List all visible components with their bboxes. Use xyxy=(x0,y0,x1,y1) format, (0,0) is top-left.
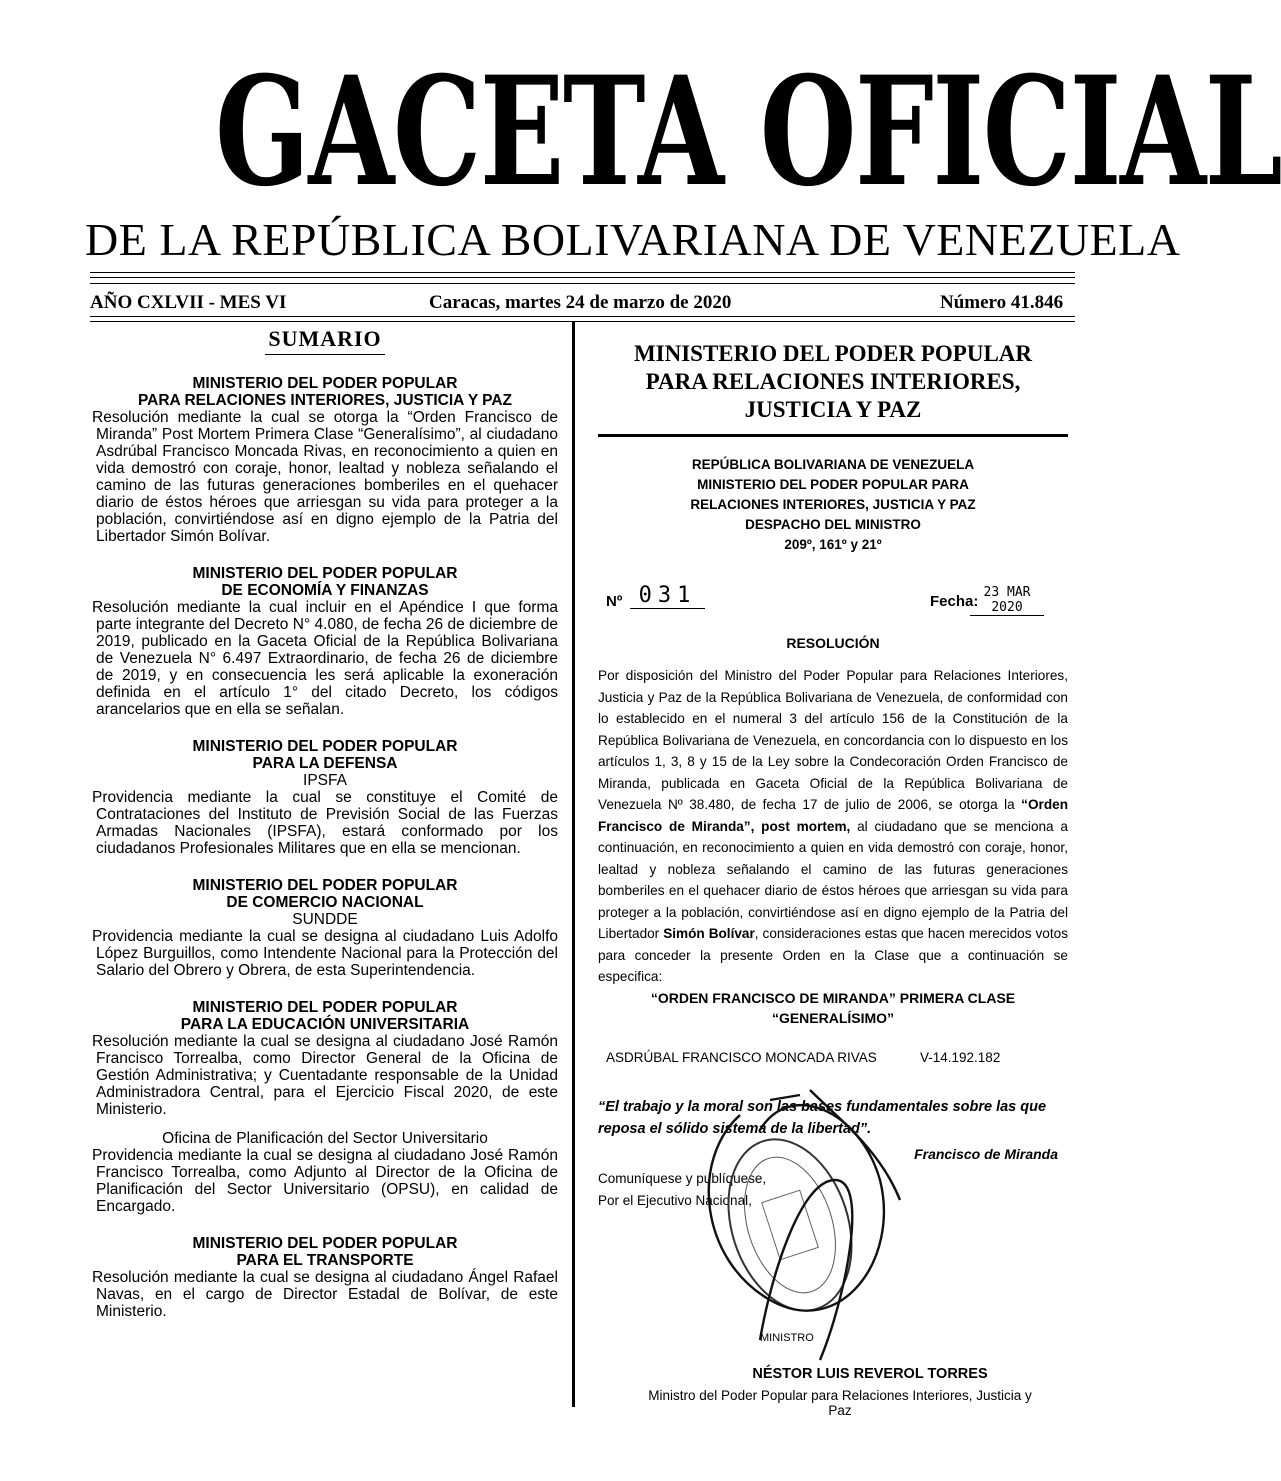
office-line: DESPACHO DEL MINISTRO xyxy=(745,517,921,532)
resolution-column xyxy=(598,340,1068,1212)
quote-author: Francisco de Miranda xyxy=(914,1145,1058,1162)
entry-ministry-subheading: DE ECONOMÍA Y FINANZAS xyxy=(221,582,429,599)
column-divider xyxy=(572,322,575,1407)
body-bold-name: Simón Bolívar xyxy=(663,926,755,941)
ministry-rule xyxy=(598,434,1068,437)
entry-summary: Resolución mediante la cual incluir en el Apéndice I que forma parte integrante del Decreto N° 4.080, de fecha 26 de diciembre de 2019, publicado en la Gaceta Oficial de la República Bolivariana de Venezuela N° 6.497 Extraordinario, de fecha 26 de diciembre de 2019, y en consecuencia les será aplicable la exoneración definida en el artículo 1° del citado Decreto, los códigos arancelarios que en ella se señalan. xyxy=(92,599,558,718)
issue-date: Caracas, martes 24 de marzo de 2020 xyxy=(429,292,732,313)
number-label: Nº xyxy=(606,593,623,610)
entry-ministry-heading: MINISTERIO DEL PODER POPULAR xyxy=(192,1235,458,1252)
entry-ministry-subheading: PARA LA EDUCACIÓN UNIVERSITARIA xyxy=(180,1016,470,1033)
ministry-line: PARA RELACIONES INTERIORES, xyxy=(645,369,1021,394)
entry-ministry-heading: MINISTERIO DEL PODER POPULAR xyxy=(192,738,458,755)
date-label: Fecha: xyxy=(930,593,979,610)
body-text: al ciudadano que se menciona a continuación, en reconocimiento a quien en vida demostró con coraje, honor, lealtad y nobleza señalando el camino de las futuras generaciones bomberiles en el quehacer diario de éstos héroes que arriesgan su vida para proteger a la población, convirtiéndose así en digno ejemplo de la Patria del Libertador xyxy=(598,818,1068,941)
sumario-entry xyxy=(92,877,558,979)
number-date-row xyxy=(598,583,1068,615)
rule-top-3 xyxy=(90,283,1075,284)
resolution-number: 031 xyxy=(630,583,705,609)
communic-line: Por el Ejecutivo Nacional, xyxy=(598,1192,752,1208)
sumario-column xyxy=(92,326,558,1320)
office-line: RELACIONES INTERIORES, JUSTICIA Y PAZ xyxy=(690,497,976,512)
entry-agency: IPSFA xyxy=(303,772,347,789)
entry-summary: Resolución mediante la cual se designa al ciudadano Ángel Rafael Navas, en el cargo de Director Estadal de Bolívar, de este Ministerio. xyxy=(92,1269,558,1320)
issue-number: Número 41.846 xyxy=(940,292,1064,313)
honoree-row xyxy=(598,1050,1068,1070)
gazette-title: GACETA OFICIAL xyxy=(215,44,1281,220)
sumario-underline xyxy=(265,354,385,355)
body-text: Por disposición del Ministro del Poder Popular para Relaciones Interiores, Justicia y Paz de la República Bolivariana de Venezuela, de conformidad con lo establecido en el numeral 3 del artículo 156 de la Constitución de la República Bolivariana de Venezuela, en concordancia con lo dispuesto en los artículos 1, 3, 8 y 15 de la Ley sobre la Condecoración Orden Francisco de Miranda, publicada en Gaceta Oficial de la República Bolivariana de Venezuela Nº 38.480, de fecha 17 de julio de 2006, se otorga la xyxy=(598,668,1068,812)
communication-block xyxy=(598,1168,1068,1212)
entry-ministry-subheading: PARA EL TRANSPORTE xyxy=(236,1252,414,1269)
office-line: 209º, 161º y 21º xyxy=(784,537,882,552)
resolution-date: 23 MAR 2020 xyxy=(970,585,1044,616)
body-text: , consideraciones estas que hacen merecidos votos para conceder la presente Orden en la Clase que a continuación se especifica: xyxy=(598,926,1068,984)
entry-ministry-heading: MINISTERIO DEL PODER POPULAR xyxy=(192,999,458,1016)
entry-summary: Resolución mediante la cual se designa al ciudadano José Ramón Francisco Torrealba, como Director General de la Oficina de Gestión Administrativa; y Cuentadante responsable de la Unidad Administradora Central, para el Ejercicio Fiscal 2020, de este Ministerio. xyxy=(92,1033,558,1118)
sumario-entry xyxy=(92,565,558,718)
body-bold-order: “Orden Francisco de Miranda”, post mortem, xyxy=(598,797,1068,834)
entry-summary: Providencia mediante la cual se designa al ciudadano Luis Adolfo López Burguillos, como Intendente Nacional para la Protección del Salario del Obrero y Obrera, de esta Superintendencia. xyxy=(92,928,558,979)
ministry-heading xyxy=(598,340,1068,424)
entry-summary: Resolución mediante la cual se otorga la “Orden Francisco de Miranda” Post Mortem Primera Clase “Generalísimo”, al ciudadano Asdrúbal Francisco Moncada Rivas, en reconocimiento a quien en vida demostró con coraje, honor, lealtad y nobleza señalando el camino de las futuras generaciones bomberiles en el quehacer diario de éstos héroes que arriesgan su vida para proteger a la población, convirtiéndose así en digno ejemplo de la Patria del Libertador Simón Bolívar. xyxy=(92,409,558,545)
entry-summary: Providencia mediante la cual se constituye el Comité de Contrataciones del Instituto de Previsión Social de las Fuerzas Armadas Nacionales (IPSFA), estará conformado por los ciudadanos Profesionales Militares que en ella se mencionan. xyxy=(92,789,558,857)
entry-ministry-heading: MINISTERIO DEL PODER POPULAR xyxy=(192,565,458,582)
ministro-stamp-label: MINISTRO xyxy=(760,1332,814,1344)
office-heading xyxy=(598,455,1068,555)
issue-year: AÑO CXLVII - MES VI xyxy=(90,292,287,313)
resolution-body xyxy=(598,665,1068,988)
rule-top-1 xyxy=(90,272,1075,273)
sumario-entries xyxy=(92,375,558,1320)
entry-ministry-subheading: DE COMERCIO NACIONAL xyxy=(226,894,424,911)
entry-ministry-heading: MINISTERIO DEL PODER POPULAR xyxy=(192,877,458,894)
ministry-line: MINISTERIO DEL PODER POPULAR xyxy=(633,341,1033,366)
sumario-entry xyxy=(92,375,558,545)
honoree-id: V-14.192.182 xyxy=(920,1049,1001,1065)
miranda-quote: “El trabajo y la moral son las bases fundamentales sobre las que reposa el sólido sistema de la libertad”. xyxy=(598,1098,1047,1137)
rule-meta-1 xyxy=(90,316,1075,317)
minister-name: NÉSTOR LUIS REVEROL TORRES xyxy=(752,1366,988,1382)
office-line: REPÚBLICA BOLIVARIANA DE VENEZUELA xyxy=(691,457,975,472)
gazette-subtitle: DE LA REPÚBLICA BOLIVARIANA DE VENEZUELA xyxy=(85,214,1181,265)
communic-line: Comuníquese y publíquese, xyxy=(598,1170,767,1186)
rule-meta-2 xyxy=(90,321,1075,322)
entry-ministry-heading: MINISTERIO DEL PODER POPULAR xyxy=(192,375,458,392)
entry-ministry-subheading: PARA RELACIONES INTERIORES, JUSTICIA Y PAZ xyxy=(137,392,513,409)
entry-summary: Providencia mediante la cual se designa al ciudadano José Ramón Francisco Torrealba, como Adjunto al Director de la Oficina de Planificación del Sector Universitario (OPSU), en calidad de Encargado. xyxy=(92,1147,558,1215)
sumario-entry xyxy=(92,1235,558,1320)
rule-top-2 xyxy=(90,277,1075,278)
entry-agency: SUNDDE xyxy=(292,911,358,928)
entry-agency: Oficina de Planificación del Sector Universitario xyxy=(162,1130,488,1147)
minister-title: Ministro del Poder Popular para Relaciones Interiores, Justicia y Paz xyxy=(648,1388,1032,1418)
ministry-line: JUSTICIA Y PAZ xyxy=(744,397,922,422)
sumario-entry xyxy=(92,738,558,857)
order-class-line: “ORDEN FRANCISCO DE MIRANDA” PRIMERA CLASE “GENERALÍSIMO” xyxy=(650,989,1016,1026)
honoree-name: ASDRÚBAL FRANCISCO MONCADA RIVAS xyxy=(606,1049,877,1065)
sumario-entry xyxy=(92,999,558,1215)
resolution-title: RESOLUCIÓN xyxy=(786,635,880,651)
entry-ministry-subheading: PARA LA DEFENSA xyxy=(252,755,398,772)
office-line: MINISTERIO DEL PODER POPULAR PARA xyxy=(697,477,969,492)
sumario-title: SUMARIO xyxy=(268,326,382,351)
